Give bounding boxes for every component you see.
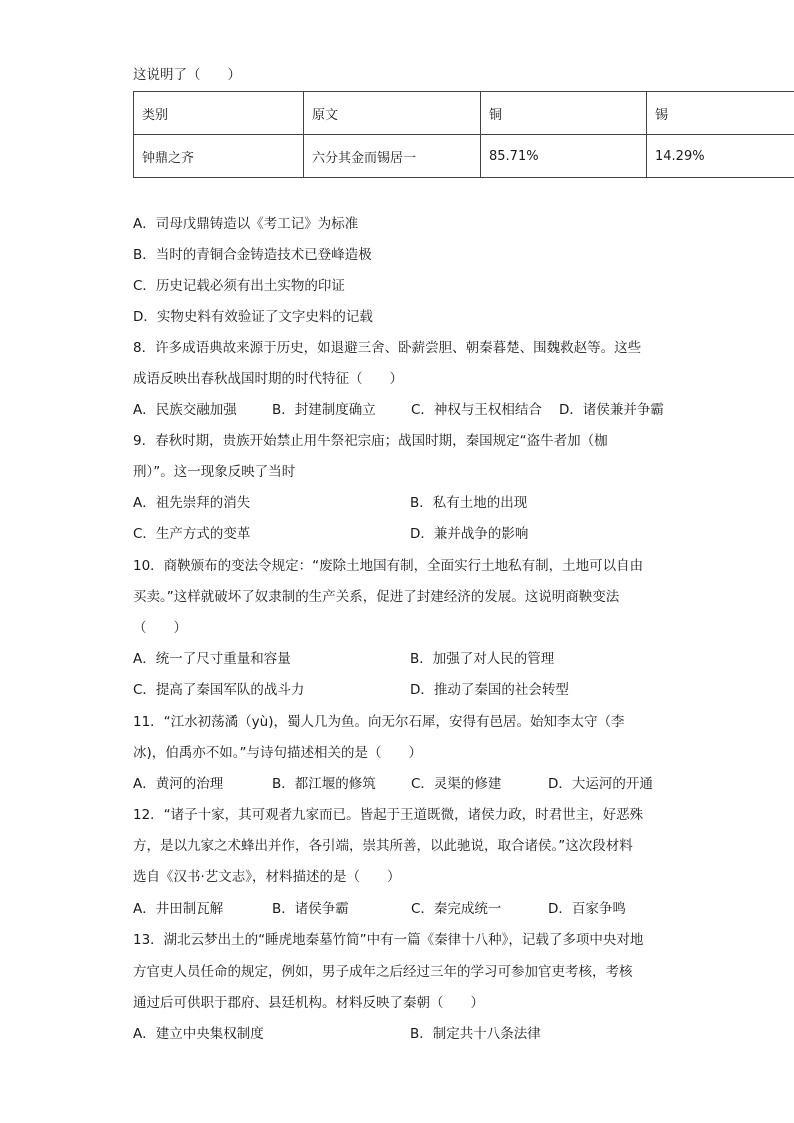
q7-option-c: C．历史记载必须有出土实物的印证: [133, 278, 345, 294]
q9-option-d: D．兼并战争的影响: [410, 526, 529, 542]
q8-option-a: A．民族交融加强: [133, 402, 237, 418]
table-header-row: [134, 92, 794, 135]
q8-stem-line: 成语反映出春秋战国时期的时代特征（ ）: [133, 371, 403, 387]
q9-stem-line: 刑）”。这一现象反映了当时: [133, 464, 296, 480]
table-cell: 14.29%: [647, 135, 794, 178]
table-header-cell: 锡: [647, 92, 794, 135]
table-cell: 六分其金而锡居一: [304, 135, 481, 178]
table-cell: 85.71%: [481, 135, 647, 178]
q9-option-a: A．祖先崇拜的消失: [133, 495, 251, 511]
q10-stem-line: 买卖。”这样就破坏了奴隶制的生产关系，促进了封建经济的发展。这说明商鞅变法: [133, 589, 620, 605]
q9-option-c: C．生产方式的变革: [133, 526, 251, 542]
q13-option-a: A．建立中央集权制度: [133, 1026, 264, 1042]
q8-stem-line: 8．许多成语典故来源于历史，如退避三舍、卧薪尝胆、朝秦暮楚、围魏救赵等。这些: [133, 340, 642, 356]
q10-stem-line: （ ）: [133, 620, 187, 636]
table-row: [134, 135, 794, 178]
q12-option-d: D．百家争鸣: [548, 901, 626, 917]
q13-stem-line: 13．湖北云梦出土的“睡虎地秦墓竹简”中有一篇《秦律十八种》，记载了多项中央对地: [133, 932, 644, 948]
q11-stem-line: 11．“江水初荡潏（yù)，蜀人几为鱼。向无尔石犀，安得有邑居。始知李太守（李: [133, 714, 625, 730]
q12-option-b: B．诸侯争霸: [272, 901, 349, 917]
table-header-cell: 原文: [304, 92, 481, 135]
q12-option-c: C．秦完成统一: [411, 901, 502, 917]
q11-option-c: C．灵渠的修建: [411, 776, 502, 792]
q7-option-d: D．实物史料有效验证了文字史料的记载: [133, 309, 373, 325]
q11-option-d: D．大运河的开通: [548, 776, 653, 792]
q12-stem-line: 选自《汉书·艺文志》，材料描述的是（ ）: [133, 869, 401, 885]
intro-line: 这说明了（ ）: [133, 67, 241, 83]
q10-option-b: B．加强了对人民的管理: [410, 651, 555, 667]
q12-option-a: A．井田制瓦解: [133, 901, 224, 917]
q10-stem-line: 10．商鞅颁布的变法令规定：“废除土地国有制，全面实行土地私有制，土地可以自由: [133, 558, 644, 574]
q13-stem-line: 方官吏人员任命的规定，例如，男子成年之后经过三年的学习可参加官吏考核，考核: [133, 964, 633, 980]
q11-stem-line: 冰)，伯禹亦不如。”与诗句描述相关的是（ ）: [133, 745, 423, 761]
q10-option-d: D．推动了秦国的社会转型: [410, 682, 569, 698]
q7-option-a: A．司母戊鼎铸造以《考工记》为标准: [133, 216, 359, 232]
table-cell: 钟鼎之齐: [134, 135, 304, 178]
q8-option-d: D．诸侯兼并争霸: [559, 402, 664, 418]
q12-stem-line: 12．“诸子十家，其可观者九家而已。皆起于王道既微，诸侯力政，时君世主，好恶殊: [133, 807, 644, 823]
q9-option-b: B．私有土地的出现: [410, 495, 528, 511]
table-header-cell: 铜: [481, 92, 647, 135]
q10-option-a: A．统一了尺寸重量和容量: [133, 651, 291, 667]
q13-option-b: B．制定共十八条法律: [410, 1026, 541, 1042]
q11-option-a: A．黄河的治理: [133, 776, 224, 792]
q9-stem-line: 9．春秋时期，贵族开始禁止用牛祭祀宗庙；战国时期，秦国规定“盗牛者加（枷: [133, 433, 608, 449]
alloy-table: [133, 91, 794, 178]
table-header-cell: 类别: [134, 92, 304, 135]
q13-stem-line: 通过后可供职于郡府、县廷机构。材料反映了秦朝（ ）: [133, 995, 484, 1011]
q11-option-b: B．都江堰的修筑: [272, 776, 376, 792]
q8-option-b: B．封建制度确立: [272, 402, 376, 418]
q8-option-c: C．神权与王权相结合: [411, 402, 542, 418]
q7-option-b: B．当时的青铜合金铸造技术已登峰造极: [133, 247, 372, 263]
q10-option-c: C．提高了秦国军队的战斗力: [133, 682, 305, 698]
q12-stem-line: 方，是以九家之术蜂出并作，各引端，崇其所善，以此驰说，取合诸侯。”这次段材料: [133, 838, 633, 854]
